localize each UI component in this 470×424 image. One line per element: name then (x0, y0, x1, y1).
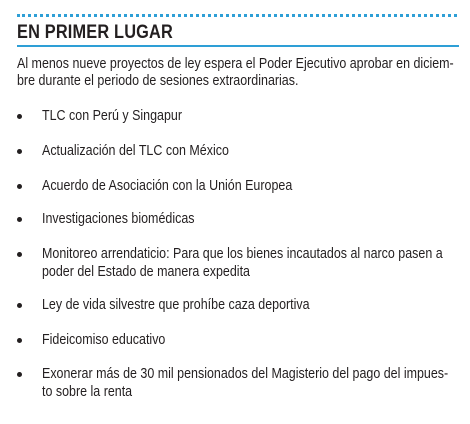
list-item-line: Fideicomiso educativo (42, 332, 166, 348)
list-item-line: Acuerdo de Asociación con la Unión Europea (42, 178, 293, 194)
intro-paragraph (17, 56, 454, 90)
list-item-text (42, 296, 310, 314)
bullet-icon (17, 303, 22, 308)
list-item-line: Monitoreo arrendaticio: Para que los bienes incautados al narco pasen a (42, 246, 443, 262)
bullet-icon (17, 252, 22, 257)
intro-line-2: bre durante el periodo de sesiones extraordinarias. (17, 73, 299, 89)
list-item-line: Exonerar más de 30 mil pensionados del Magisterio del pago del impues- (42, 366, 449, 382)
heading-underline (17, 45, 459, 47)
dotted-divider (17, 14, 457, 17)
bullet-icon (17, 338, 22, 343)
list-item-text (42, 245, 443, 281)
bullet-icon (17, 217, 22, 222)
list-item-line: poder del Estado de manera expedita (42, 264, 250, 280)
list-item-text (42, 331, 165, 349)
list-item-text (42, 177, 292, 195)
bullet-icon (17, 184, 22, 189)
bullet-icon (17, 372, 22, 377)
list-item-text (42, 107, 182, 125)
list-item-text (42, 365, 448, 401)
list-item-line: Investigaciones biomédicas (42, 211, 195, 227)
list-item-line: Ley de vida silvestre que prohíbe caza deportiva (42, 297, 310, 313)
list-item-line: Actualización del TLC con México (42, 143, 229, 159)
list-item-text (42, 210, 195, 228)
bullet-icon (17, 114, 22, 119)
list-item-line: TLC con Perú y Singapur (42, 108, 183, 124)
list-item-text (42, 142, 229, 160)
intro-line-1: Al menos nueve proyectos de ley espera el Poder Ejecutivo aprobar en diciem- (17, 56, 454, 72)
list-item-line: to sobre la renta (42, 384, 133, 400)
section-heading: EN PRIMER LUGAR (17, 22, 174, 43)
bullet-icon (17, 149, 22, 154)
